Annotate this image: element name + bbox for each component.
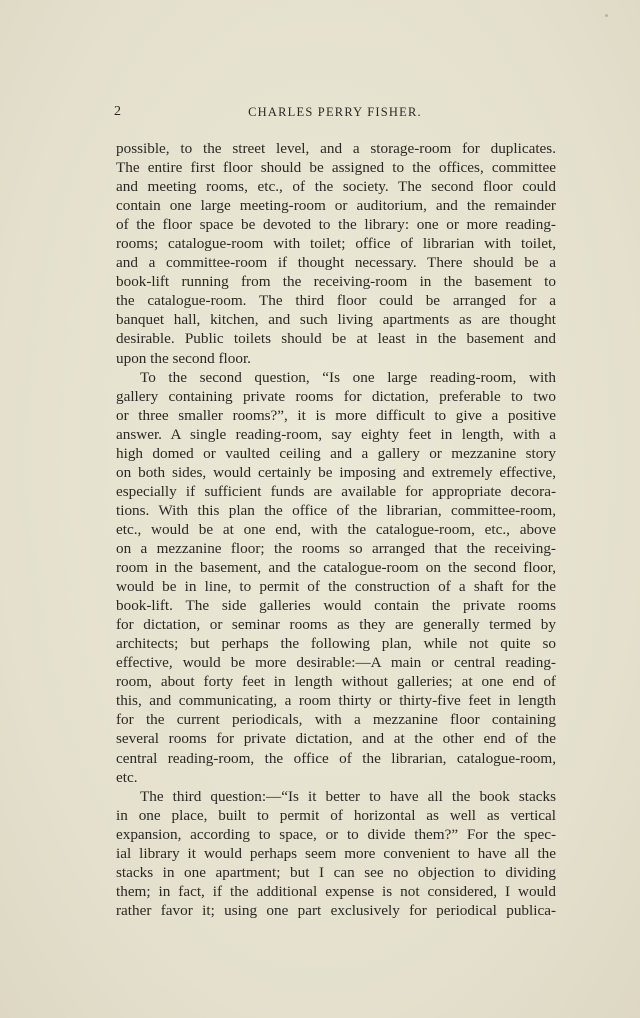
text-line: central reading-room, the office of the librarian, catalogue-room, [116, 749, 556, 767]
text-line: them; in fact, if the additional expense is not considered, I would [116, 882, 556, 900]
text-line: The entire first floor should be assigned to the offices, committee [116, 159, 556, 177]
text-line: especially if sufficient funds are available for appropriate decora- [116, 482, 556, 500]
text-line: The third question:—“Is it better to have all the book stacks [140, 787, 556, 805]
text-line: and a committee-room if thought necessary. There should be a [116, 254, 556, 272]
text-line: answer. A single reading-room, say eighty feet in length, with a [116, 425, 556, 443]
text-line: for the current periodicals, with a mezzanine floor containing [116, 711, 556, 729]
text-line: on both sides, would certainly be imposing and extremely effective, [116, 463, 556, 481]
text-line: room in the basement, and the catalogue-room on the second floor, [116, 559, 556, 577]
text-line: contain one large meeting-room or auditorium, and the remainder [116, 197, 556, 215]
text-line: book-lift running from the receiving-room in the basement to [116, 273, 556, 291]
text-line: several rooms for private dictation, and at the other end of the [116, 730, 556, 748]
text-line: stacks in one apartment; but I can see no objection to dividing [116, 863, 556, 881]
text-line: rather favor it; using one part exclusively for periodical publica- [116, 901, 556, 919]
text-line: possible, to the street level, and a storage-room for duplicates. [116, 140, 556, 157]
text-line: book-lift. The side galleries would contain the private rooms [116, 597, 556, 615]
text-line: expansion, according to space, or to divide them?” For the spec- [116, 825, 556, 843]
page-header [114, 104, 556, 122]
text-line: of the floor space be devoted to the library: one or more reading- [116, 216, 556, 234]
running-head: CHARLES PERRY FISHER. [248, 105, 422, 119]
page-number: 2 [114, 104, 122, 119]
text-line: and meeting rooms, etc., of the society. The second floor could [116, 178, 556, 196]
text-line: room, about forty feet in length without galleries; at one end of [116, 673, 556, 691]
text-line: rooms; catalogue-room with toilet; office of librarian with toilet, [116, 235, 556, 253]
text-line: ial library it would perhaps seem more convenient to have all the [116, 844, 556, 862]
text-line: tions. With this plan the office of the librarian, committee-room, [116, 501, 556, 519]
text-line: upon the second floor. [116, 349, 251, 367]
text-line: etc., would be at one end, with the catalogue-room, etc., above [116, 520, 556, 538]
text-line: architects; but perhaps the following plan, while not quite so [116, 635, 556, 653]
text-line: etc. [116, 768, 138, 786]
text-line: high domed or vaulted ceiling and a gallery or mezzanine story [116, 444, 556, 462]
body-text [116, 139, 556, 920]
text-line: banquet hall, kitchen, and such living apartments as are thought [116, 311, 556, 329]
text-line: the catalogue-room. The third floor could be arranged for a [116, 292, 556, 310]
text-line: desirable. Public toilets should be at least in the basement and [116, 330, 556, 348]
text-line: effective, would be more desirable:—A main or central reading- [116, 654, 556, 672]
paper-speck [605, 14, 608, 17]
text-line: gallery containing private rooms for dictation, preferable to two [116, 387, 556, 405]
text-line: this, and communicating, a room thirty or thirty-five feet in length [116, 692, 556, 710]
text-line: or three smaller rooms?”, it is more difficult to give a positive [116, 406, 556, 424]
text-line: on a mezzanine floor; the rooms so arranged that the receiving- [116, 539, 556, 557]
text-line: in one place, built to permit of horizontal as well as vertical [116, 806, 556, 824]
text-line: would be in line, to permit of the construction of a shaft for the [116, 578, 556, 596]
text-line: To the second question, “Is one large reading-room, with [140, 368, 556, 386]
text-line: for dictation, or seminar rooms as they are generally termed by [116, 616, 556, 634]
